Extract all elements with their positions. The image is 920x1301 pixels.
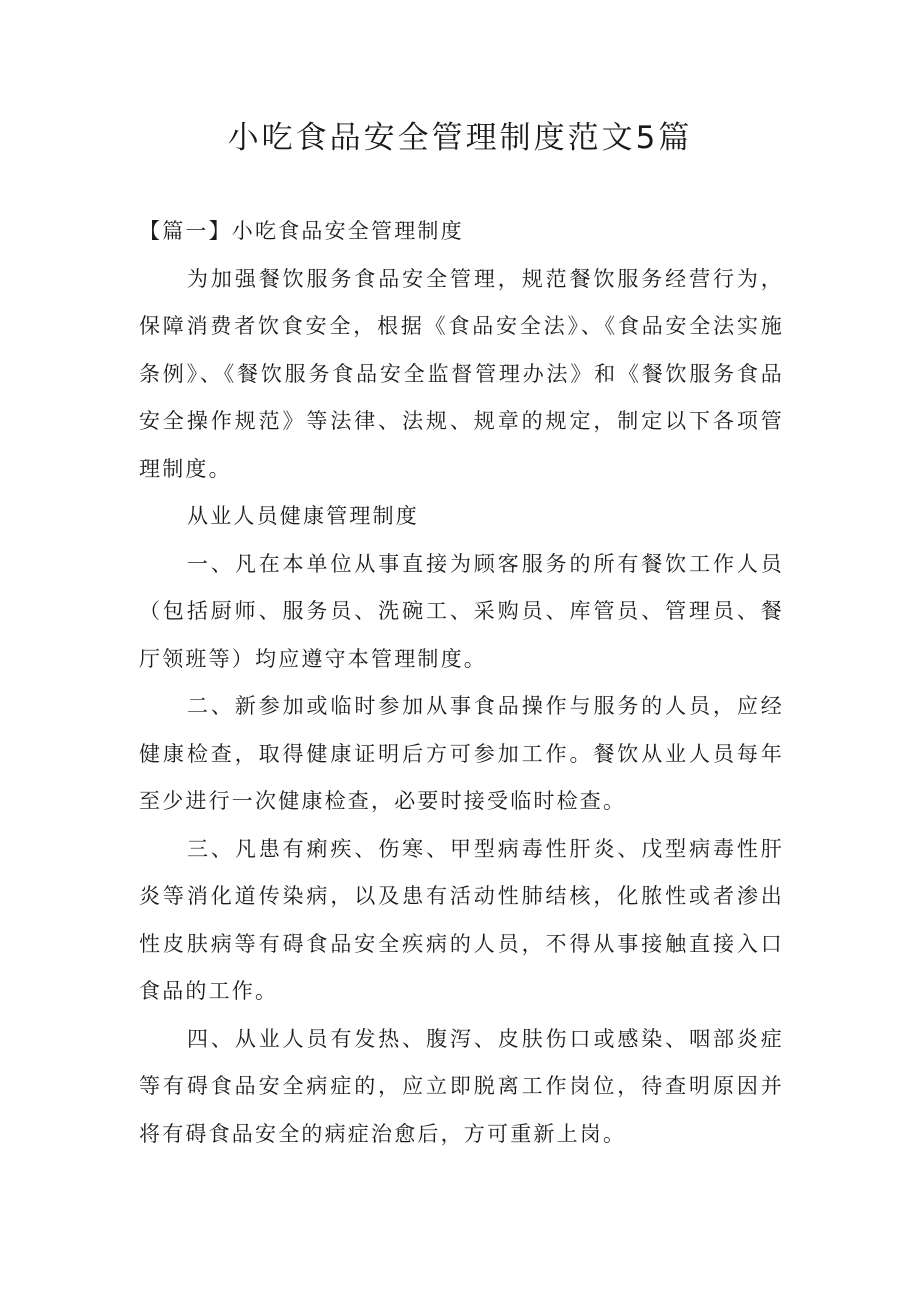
document-title: 小吃食品安全管理制度范文5篇 xyxy=(227,120,693,156)
rule-paragraph-2: 二、新参加或临时参加从事食品操作与服务的人员，应经健康检查，取得健康证明后方可参加工作。餐饮从业人员每年至少进行一次健康检查，必要时接受临时检查。 xyxy=(139,694,784,813)
document-body xyxy=(139,208,784,1158)
rule-paragraph-3: 三、凡患有痢疾、伤寒、甲型病毒性肝炎、戊型病毒性肝炎等消化道传染病，以及患有活动性肺结核，化脓性或者渗出性皮肤病等有碍食品安全疾病的人员，不得从事接触直接入口食品的工作。 xyxy=(139,836,784,1003)
section-heading: 【篇一】小吃食品安全管理制度 xyxy=(139,219,464,243)
intro-paragraph: 为加强餐饮服务食品安全管理，规范餐饮服务经营行为，保障消费者饮食安全，根据《食品安全法》、《食品安全法实施条例》、《餐饮服务食品安全监督管理办法》和《餐饮服务食品安全操作规范》等法律、法规、规章的规定，制定以下各项管理制度。 xyxy=(139,266,784,481)
rule-paragraph-1: 一、凡在本单位从事直接为顾客服务的所有餐饮工作人员（包括厨师、服务员、洗碗工、采购员、库管员、管理员、餐厅领班等）均应遵守本管理制度。 xyxy=(139,551,784,671)
rule-paragraph-4: 四、从业人员有发热、腹泻、皮肤伤口或感染、咽部炎症等有碍食品安全病症的，应立即脱离工作岗位，待查明原因并将有碍食品安全的病症治愈后，方可重新上岗。 xyxy=(139,1026,784,1146)
subsection-heading: 从业人员健康管理制度 xyxy=(187,504,419,528)
